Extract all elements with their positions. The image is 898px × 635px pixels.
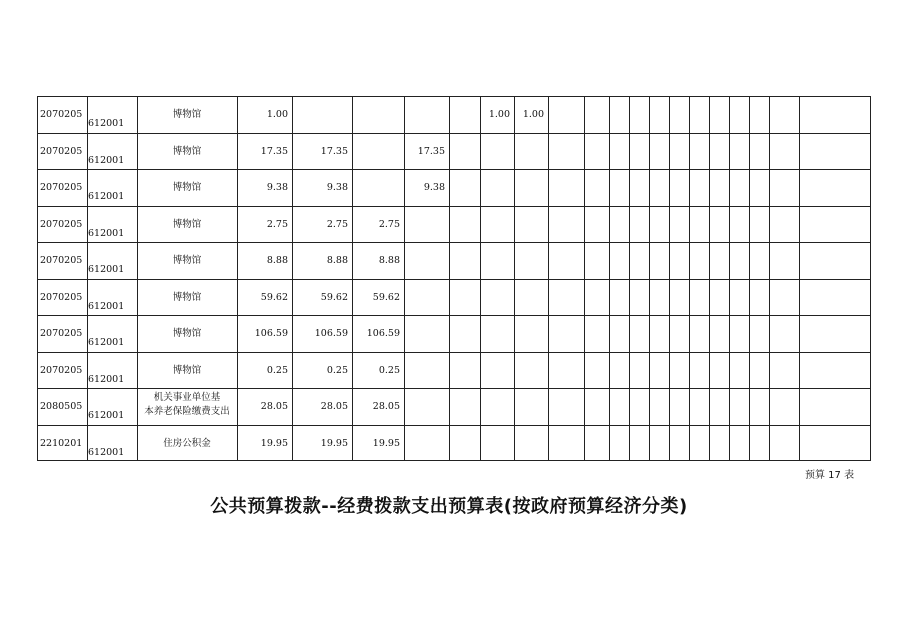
row-item-name: 博物馆 — [172, 109, 202, 120]
budget-table — [37, 96, 871, 461]
table-rule — [37, 425, 871, 426]
row-function-code: 2080505 — [40, 401, 83, 412]
row-amount: 9.38 — [423, 182, 445, 193]
row-item-name: 机关事业单位基 — [153, 392, 221, 403]
row-item-name: 住房公积金 — [163, 438, 211, 449]
row-item-name: 博物馆 — [172, 328, 202, 339]
row-amount: 1.00 — [488, 109, 510, 120]
table-rule — [514, 96, 515, 461]
table-rule — [584, 96, 585, 461]
row-amount: 59.62 — [320, 292, 348, 303]
row-function-code: 2070205 — [40, 292, 83, 303]
table-rule — [609, 96, 610, 461]
table-rule — [649, 96, 650, 461]
row-unit-code: 612001 — [88, 337, 125, 348]
table-rule — [37, 96, 871, 97]
row-amount: 17.35 — [320, 146, 348, 157]
row-amount: 19.95 — [320, 438, 348, 449]
page-title: 公共预算拨款--经费拨款支出预算表(按政府预算经济分类) — [210, 496, 688, 517]
row-amount: 106.59 — [314, 328, 348, 339]
row-item-name: 博物馆 — [172, 255, 202, 266]
table-rule — [749, 96, 750, 461]
table-rule — [87, 96, 88, 461]
row-unit-code: 612001 — [88, 264, 125, 275]
row-unit-code: 612001 — [88, 155, 125, 166]
row-function-code: 2070205 — [40, 109, 83, 120]
row-unit-code: 612001 — [88, 374, 125, 385]
row-amount: 9.38 — [326, 182, 348, 193]
table-rule — [37, 315, 871, 316]
row-amount: 8.88 — [266, 255, 288, 266]
row-amount: 2.75 — [326, 219, 348, 230]
row-unit-code: 612001 — [88, 191, 125, 202]
row-amount: 0.25 — [326, 365, 348, 376]
table-rule — [37, 460, 871, 461]
table-rule — [37, 352, 871, 353]
row-item-name: 博物馆 — [172, 146, 202, 157]
table-rule — [548, 96, 549, 461]
row-amount: 59.62 — [260, 292, 288, 303]
table-rule — [709, 96, 710, 461]
row-amount: 8.88 — [378, 255, 400, 266]
table-rule — [37, 206, 871, 207]
row-amount: 17.35 — [417, 146, 445, 157]
row-function-code: 2070205 — [40, 219, 83, 230]
row-function-code: 2070205 — [40, 328, 83, 339]
table-rule — [689, 96, 690, 461]
row-amount: 2.75 — [378, 219, 400, 230]
row-item-name: 博物馆 — [172, 219, 202, 230]
row-amount: 1.00 — [522, 109, 544, 120]
row-unit-code: 612001 — [88, 447, 125, 458]
table-rule — [729, 96, 730, 461]
row-amount: 2.75 — [266, 219, 288, 230]
table-rule — [449, 96, 450, 461]
table-rule — [769, 96, 770, 461]
row-item-name: 博物馆 — [172, 182, 202, 193]
table-rule — [37, 388, 871, 389]
row-amount: 0.25 — [378, 365, 400, 376]
row-item-name: 博物馆 — [172, 292, 202, 303]
row-amount: 17.35 — [260, 146, 288, 157]
row-function-code: 2070205 — [40, 365, 83, 376]
table-rule — [37, 279, 871, 280]
row-amount: 28.05 — [372, 401, 400, 412]
row-function-code: 2070205 — [40, 255, 83, 266]
row-amount: 106.59 — [366, 328, 400, 339]
table-rule — [37, 96, 38, 461]
table-rule — [37, 133, 871, 134]
table-rule — [799, 96, 800, 461]
row-amount: 0.25 — [266, 365, 288, 376]
row-unit-code: 612001 — [88, 228, 125, 239]
row-amount: 19.95 — [260, 438, 288, 449]
row-amount: 106.59 — [254, 328, 288, 339]
row-function-code: 2070205 — [40, 182, 83, 193]
row-item-name: 博物馆 — [172, 365, 202, 376]
table-number-note: 预算 17 表 — [805, 470, 855, 481]
row-unit-code: 612001 — [88, 410, 125, 421]
row-amount: 28.05 — [320, 401, 348, 412]
table-rule — [870, 96, 871, 461]
row-amount: 1.00 — [266, 109, 288, 120]
table-rule — [37, 169, 871, 170]
table-rule — [669, 96, 670, 461]
row-amount: 9.38 — [266, 182, 288, 193]
row-function-code: 2210201 — [40, 438, 83, 449]
row-amount: 8.88 — [326, 255, 348, 266]
row-amount: 19.95 — [372, 438, 400, 449]
row-unit-code: 612001 — [88, 301, 125, 312]
row-amount: 59.62 — [372, 292, 400, 303]
row-unit-code: 612001 — [88, 118, 125, 129]
table-rule — [629, 96, 630, 461]
row-function-code: 2070205 — [40, 146, 83, 157]
row-item-name: 本养老保险缴费支出 — [144, 406, 230, 417]
table-rule — [37, 242, 871, 243]
table-rule — [480, 96, 481, 461]
row-amount: 28.05 — [260, 401, 288, 412]
